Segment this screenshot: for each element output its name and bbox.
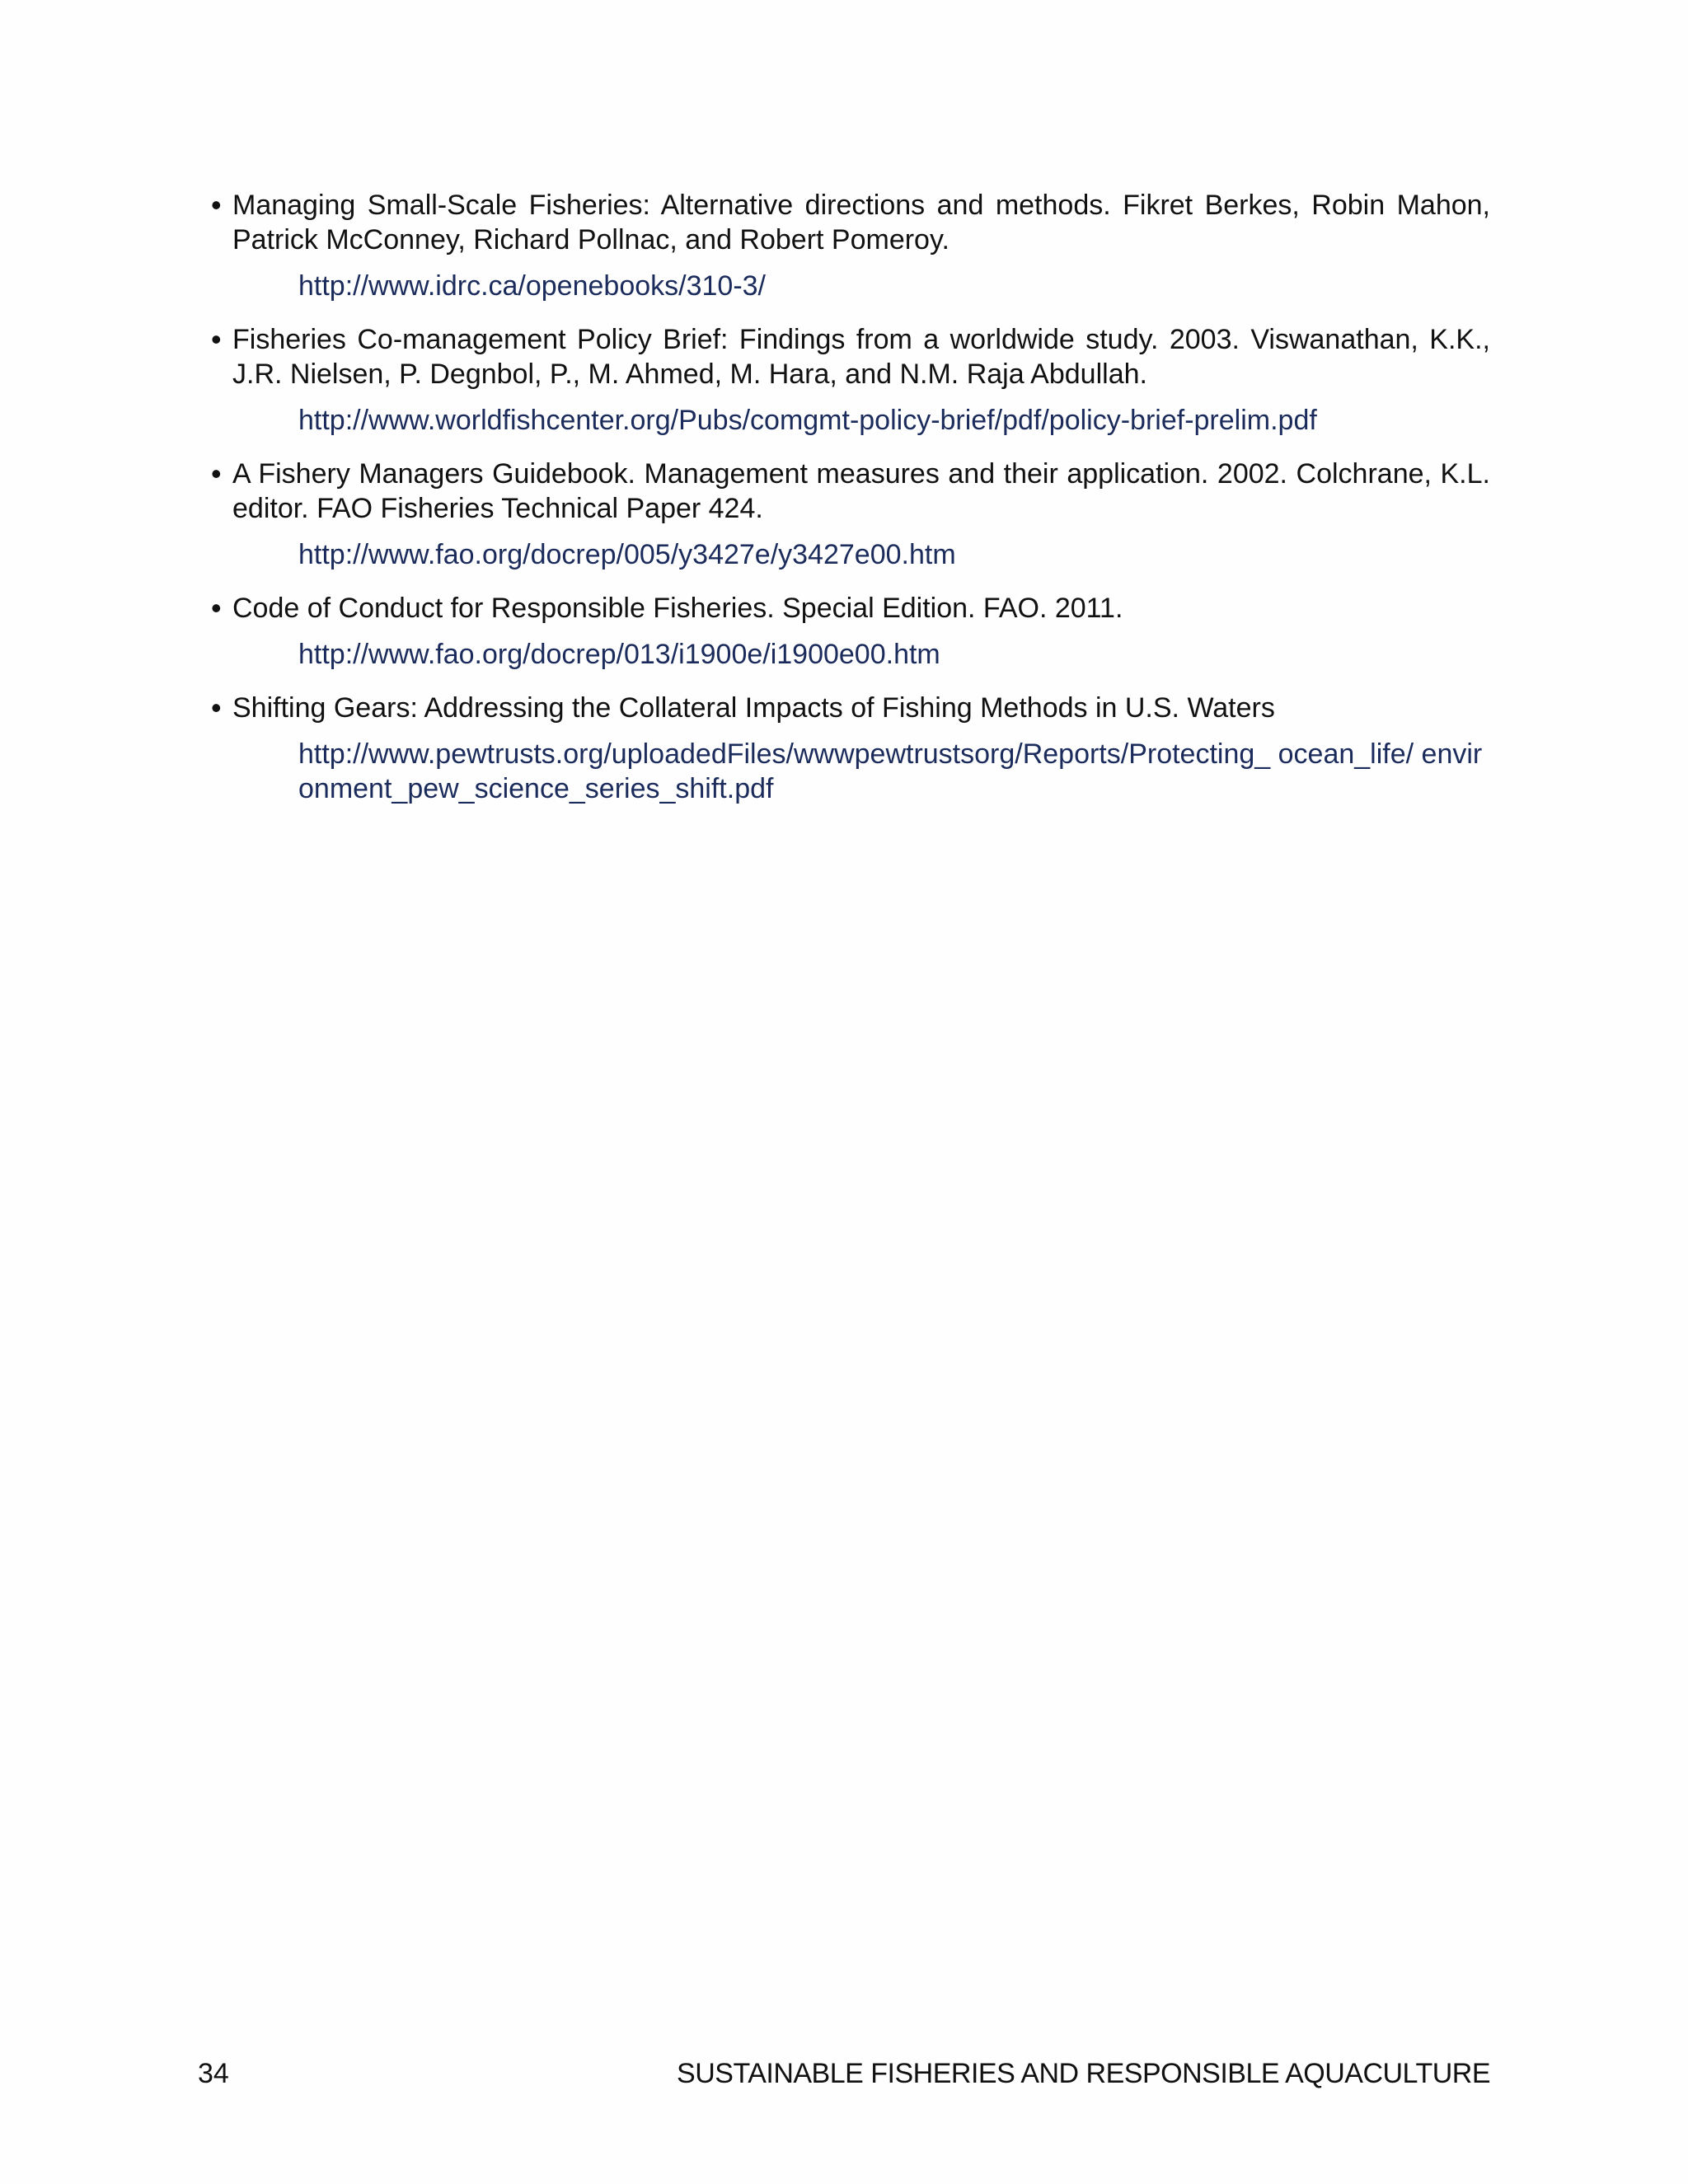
bullet: • — [211, 457, 222, 490]
page-number: 34 — [198, 2058, 229, 2089]
reference-item — [211, 188, 1490, 303]
reference-item — [211, 457, 1490, 572]
reference-item — [211, 322, 1490, 438]
reference-text: Fisheries Co-management Policy Brief: Findings from a worldwide study. 2003. Viswanathan, K.K., J.R. Nielsen, P. Degnbol, P., M. Ahmed, M. Hara, and N.M. Raja Abdullah. — [232, 324, 1490, 390]
reference-link[interactable]: http://www.pewtrusts.org/uploadedFiles/wwwpewtrustsorg/Reports/Protecting_ ocean_life/ environment_pew_science_series_shift.pdf — [298, 738, 1483, 804]
reference-link[interactable]: http://www.idrc.ca/openebooks/310-3/ — [298, 270, 766, 302]
reference-text: Managing Small-Scale Fisheries: Alternative directions and methods. Fikret Berkes, Robin Mahon, Patrick McConney, Richard Pollnac, and Robert Pomeroy. — [232, 190, 1490, 255]
reference-link[interactable]: http://www.fao.org/docrep/013/i1900e/i1900e00.htm — [298, 639, 940, 670]
reference-link[interactable]: http://www.fao.org/docrep/005/y3427e/y3427e00.htm — [298, 539, 956, 570]
reference-list — [211, 188, 1490, 825]
reference-link[interactable]: http://www.worldfishcenter.org/Pubs/comgmt-policy-brief/pdf/policy-brief-prelim.pdf — [298, 405, 1317, 436]
reference-text: Shifting Gears: Addressing the Collateral Impacts of Fishing Methods in U.S. Waters — [232, 692, 1275, 724]
running-footer-title: SUSTAINABLE FISHERIES AND RESPONSIBLE AQUACULTURE — [677, 2058, 1490, 2089]
reference-item — [211, 691, 1490, 806]
reference-text: A Fishery Managers Guidebook. Management measures and their application. 2002. Colchrane, K.L. editor. FAO Fisheries Technical Paper 424. — [232, 458, 1490, 524]
reference-text: Code of Conduct for Responsible Fisheries. Special Edition. FAO. 2011. — [232, 593, 1123, 624]
reference-item — [211, 591, 1490, 672]
bullet: • — [211, 322, 222, 356]
bullet: • — [211, 691, 222, 724]
bullet: • — [211, 591, 222, 625]
bullet: • — [211, 188, 222, 222]
